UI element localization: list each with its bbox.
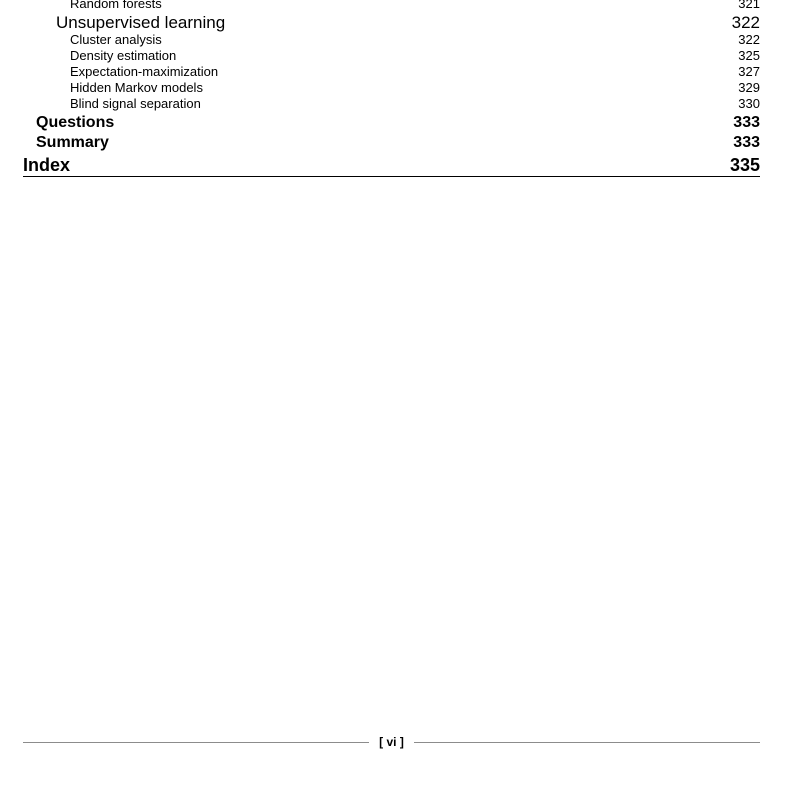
toc-entry-page: 333 [733, 114, 760, 131]
toc-entry-density-estimation[interactable] [70, 48, 760, 64]
toc-entry-title: Index [23, 155, 71, 175]
toc-entry-index[interactable] [23, 154, 760, 177]
toc-entry-page: 329 [738, 80, 760, 95]
footer-left-rule [23, 742, 369, 743]
toc-entry-hidden-markov-models[interactable] [70, 80, 760, 96]
toc-entry-questions[interactable] [36, 113, 760, 133]
toc-entry-page: 322 [738, 32, 760, 47]
toc-entry-random-forests[interactable] [70, 0, 760, 12]
page-number: [ vi ] [379, 735, 404, 749]
toc-entry-page: 330 [738, 96, 760, 111]
toc-entry-page: 327 [738, 64, 760, 79]
toc-entry-page: 325 [738, 48, 760, 63]
toc-entry-title: Summary [36, 134, 109, 151]
toc-entry-title: Cluster analysis [70, 32, 162, 47]
table-of-contents [0, 0, 800, 180]
toc-entry-cluster-analysis[interactable] [70, 32, 760, 48]
toc-entry-title: Random forests [70, 0, 162, 11]
toc-entry-title: Blind signal separation [70, 96, 201, 111]
toc-entry-title: Hidden Markov models [70, 80, 203, 95]
toc-entry-summary[interactable] [36, 133, 760, 153]
toc-entry-title: Density estimation [70, 48, 177, 63]
toc-entry-blind-signal-separation[interactable] [70, 96, 760, 112]
toc-entry-title: Unsupervised learning [56, 13, 226, 32]
toc-entry-expectation-maximization[interactable] [70, 64, 760, 80]
toc-entry-title: Expectation-maximization [70, 64, 219, 79]
toc-entry-page: 322 [731, 13, 760, 32]
toc-entry-page: 321 [738, 0, 760, 11]
footer-right-rule [414, 742, 760, 743]
page-footer [23, 733, 760, 751]
toc-entry-page: 335 [729, 155, 760, 175]
toc-entry-page: 333 [733, 134, 760, 151]
toc-entry-title: Questions [36, 114, 115, 131]
toc-entry-unsupervised-learning[interactable] [56, 13, 760, 33]
